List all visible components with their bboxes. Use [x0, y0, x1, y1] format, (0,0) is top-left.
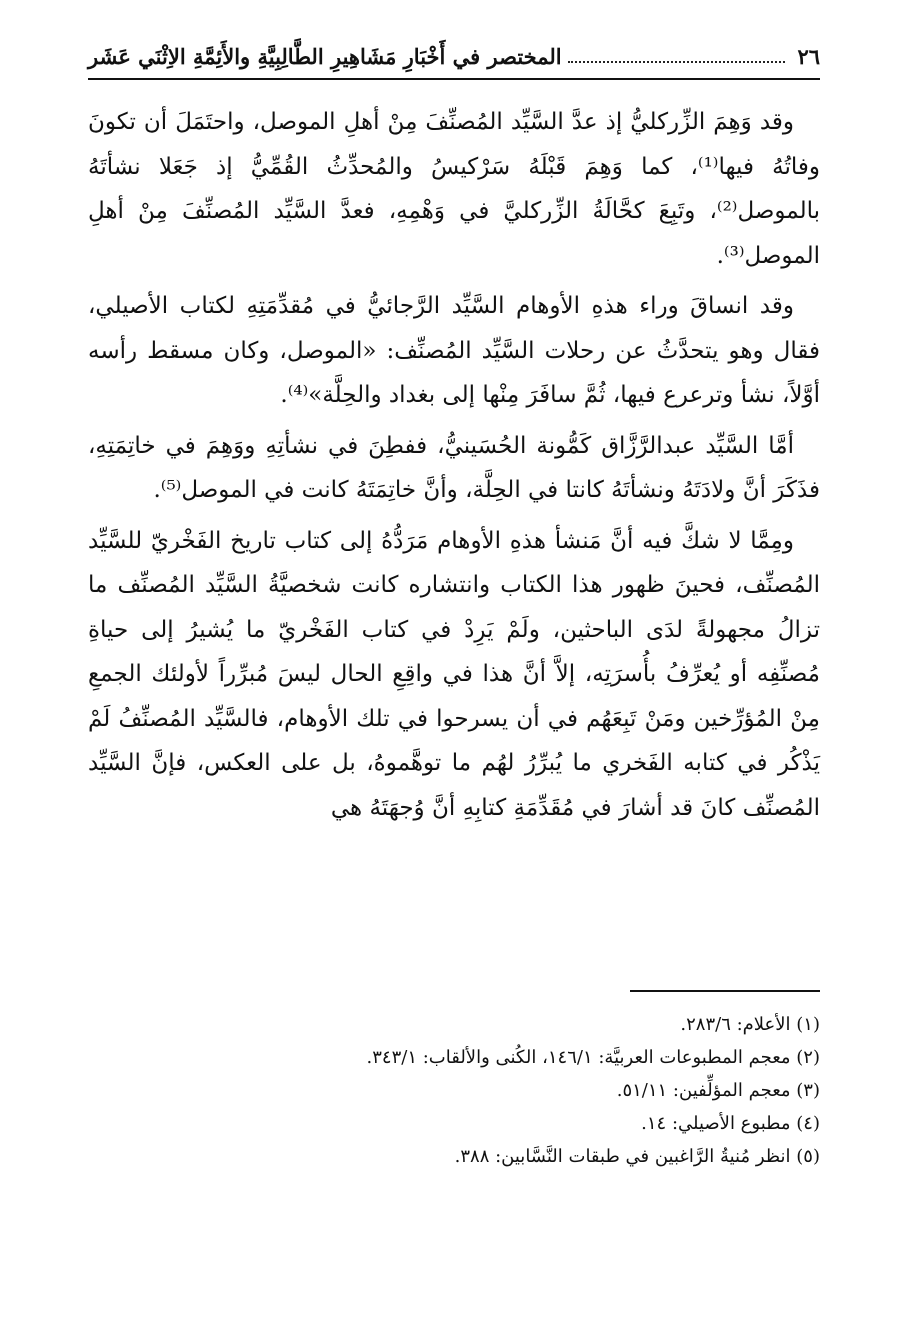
running-header — [88, 36, 820, 76]
footnote: (٣) معجم المؤلِّفين: ٥١/١١. — [616, 1080, 820, 1101]
main-text — [88, 100, 820, 836]
paragraph: ومِمَّا لا شكَّ فيه أنَّ مَنشأ هذهِ الأوهام مَرَدُّهُ إلى كتاب تاريخ الفَخْريّ للسَّيِّد المُصنِّف، فحينَ ظهور هذا الكتاب وانتشاره كانت شخصيَّةُ السَّيِّد المُصنِّف ما تزالُ مجهولةً لدَى الباحثين، ولَمْ يَرِدْ في كتاب الفَخْريّ ما يُشيرُ إلى حياةِ مُصنِّفِه أو يُعرِّفُ بأُسرَتِه، إلاَّ أنَّ هذا في واقِعِ الحال ليسَ مُبرِّراً لأولئك الجمعِ مِنْ المُؤرِّخين ومَنْ تَبِعَهُم في أن يسرحوا في تلك الأوهام، فالسَّيِّد المُصنِّفُ لَمْ يَذْكُر في كتابه الفَخري ما يُبرِّرُ لهُم ما توهَّموهُ، بل على العكس، فإنَّ السَّيِّد المُصنِّف كانَ قد أشارَ في مُقَدِّمَةِ كتابِهِ أنَّ وُجهَتَهُ هي — [88, 527, 820, 821]
running-title: المختصر في أَخْبَارِ مَشَاهِيرِ الطَّالِبِيَّةِ والأَئِمَّةِ الاِثْنَي عَشَر — [88, 43, 562, 69]
paragraph: أمَّا السَّيِّد عبدالرَّزَّاق كَمُّونة الحُسَينيُّ، ففطِنَ في نشأتِهِ ووَهِمَ في خاتِمَتِهِ، فذَكَرَ أنَّ ولادَتَهُ ونشأتَهُ كانتا في الحِلَّة، وأنَّ خاتِمَتَهُ كانت في الموصل⁽⁵⁾. — [88, 432, 820, 503]
header-leader-dots — [568, 61, 786, 63]
footnote: (٤) مطبوع الأصيلي: ١٤. — [641, 1113, 820, 1134]
footnote: (١) الأعلام: ٢٨٣/٦. — [680, 1014, 820, 1035]
paragraph: وقد وَهِمَ الزِّركليُّ إذ عدَّ السَّيِّد المُصنِّفَ مِنْ أهلِ الموصل، واحتَمَلَ أن تكونَ وفاتُهُ فيها⁽¹⁾، كما وَهِمَ قَبْلَهُ سَرْكيسُ والمُحدِّثُ القُمِّيُّ إذ جَعَلا نشأتَهُ بالموصل⁽²⁾، وتَبِعَ كحَّالَةُ الزِّركليَّ في وَهْمِهِ، فعدَّ السَّيِّد المُصنِّفَ مِنْ أهلِ الموصل⁽³⁾. — [88, 109, 820, 269]
footnote-divider — [630, 990, 820, 992]
footnote: (٢) معجم المطبوعات العربيَّة: ١٤٦/١، الكُنى والألقاب: ٣٤٣/١. — [366, 1047, 820, 1068]
footnote: (٥) انظر مُنيةُ الرَّاغبين في طبقات النَّسَّابين: ٣٨٨. — [454, 1146, 820, 1167]
page-number: ٢٦ — [797, 43, 820, 69]
header-divider — [88, 78, 820, 80]
paragraph: وقد انساقَ وراء هذهِ الأوهام السَّيِّد الرَّجائيُّ في مُقدِّمَتِهِ لكتاب الأصيلي، فقال وهو يتحدَّثُ عن رحلات السَّيِّد المُصنِّف: «الموصل، وكان مسقط رأسه أوَّلاً، نشأ وترعرع فيها، ثُمَّ سافَرَ مِنْها إلى بغداد والحِلَّة»⁽⁴⁾. — [88, 293, 820, 408]
footnotes — [88, 1008, 820, 1173]
